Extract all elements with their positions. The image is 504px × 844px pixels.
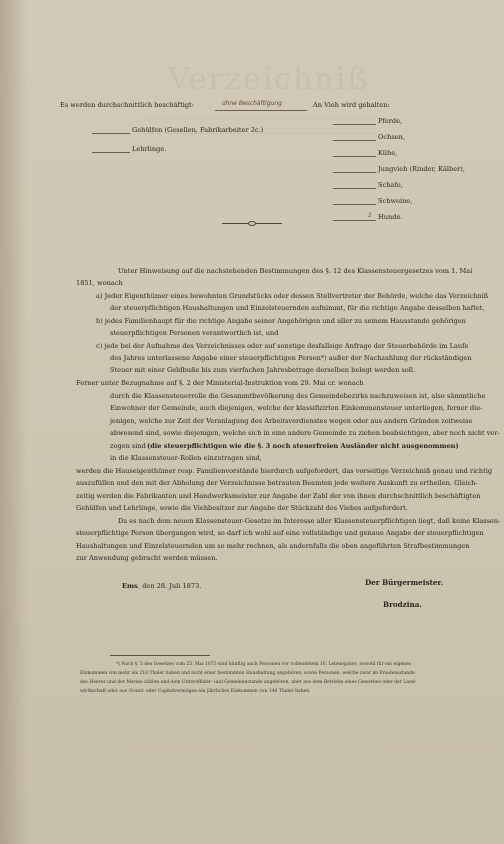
body-line: zur Anwendung gebracht werden müssen. [76, 554, 218, 562]
handwritten-entry: ohne Beschäftigung [222, 100, 282, 107]
livestock-blank-line [333, 204, 376, 205]
livestock-label: Schafe, [378, 181, 403, 189]
closing-date: , den 28. Juli 1873. [138, 582, 202, 590]
body-line: Steuer mit einer Geldbuße bis zum vierfachen Jahresbetrage derselben belegt werden soll. [110, 366, 416, 374]
livestock-blank-line [333, 172, 376, 173]
staff-blank-line [92, 152, 130, 153]
body-line: des Jahres unterlassene Angabe einer steuerpflichtigen Person*) außer der Nachzahlung der rückständigen [110, 354, 472, 362]
footnote-line: *) Nach §. 5 des Gesetzes vom 25. Mai 1873 sind künftig auch Personen vor vollendetem 16. Lebensjahre, sowohl für ein eigenes [116, 662, 411, 667]
body-line: zogen sind [110, 442, 146, 450]
bleed-through-title: Verzeichniß [168, 62, 370, 97]
livestock-blank-line [333, 124, 376, 125]
body-line: Unter Hinweisung auf die nachstehenden Bestimmungen des §. 12 des Klassensteuergesetzes vom 1. Mai [118, 267, 473, 275]
handwritten-entry-line [215, 110, 307, 111]
livestock-label: Pferde, [378, 117, 403, 125]
body-line: werden die Hauseigenthümer resp. Familienvorstände hierdurch aufgefordert, das vorseitige Verzeichniß genau und richtig [76, 467, 493, 475]
body-line: jenigen, welche zur Zeit der Veranlagung des Arbeitsverdienstes wegen oder aus andern Gründen zeitweise [110, 417, 473, 425]
body-line: abwesend sind, sowie diejenigen, welche sich in eine andere Gemeinde zu ziehen beabsichtigen, aber noch nicht ver- [110, 429, 500, 437]
body-line-emphasis: (die steuerpflichtigen wie die §. 3 noch steuerfreien Ausländer nicht ausgenommen) [147, 442, 459, 450]
body-line: steuerpflichtige Person übergangen wird, so darf ich wohl auf eine vollständige und genaue Angabe der steuerpflichtigen [76, 529, 484, 537]
body-line: steuerpflichtigen Personen verantwortlich ist, und [110, 329, 279, 337]
closing-place: Ems [122, 582, 138, 590]
cattle-heading: An Vieh wird gehalten: [313, 101, 390, 109]
body-line: Ferner unter Bezugnahme auf §. 2 der Ministerial-Instruktion vom 29. Mai cr. wonach [76, 379, 364, 387]
body-line: der steuerpflichtigen Haushaltungen und Einzelsteuernden aufnimmt, für die richtige Angabe desselben haftet, [110, 304, 485, 312]
body-line: zeitig werden die Fabrikanten und Handwerksmeister zur Angabe der Zahl der von ihnen durchschnittlich beschäftigten [76, 492, 481, 500]
body-line: Einwohner der Gemeinde, auch diejenigen, welche der klassifizirten Einkommensteuer unterliegen, ferner die- [110, 404, 483, 412]
staff-label-helpers: Gehülfen (Gesellen, Fabrikarbeiter 2c.) [132, 126, 264, 134]
body-line: in die Klassensteuer-Rollen einzutragen sind, [110, 454, 262, 462]
livestock-label: Jungvieh (Rinder, Kälber), [378, 165, 465, 173]
livestock-blank-line [333, 220, 376, 221]
closing-signature: Brodzina. [383, 600, 422, 609]
livestock-label: Hunde. [378, 213, 403, 221]
ornamental-divider [222, 221, 282, 226]
body-line: 1851, wonach [76, 279, 123, 287]
livestock-label: Ochsen, [378, 133, 405, 141]
livestock-blank-line [333, 156, 376, 157]
footnote-line: des Heeres und der Marine zählen und dem Unteroffizier- und Gemeinenstande angehören, aber aus dem Betriebe eines Gewerbes oder der Land- [80, 680, 417, 685]
closing-office: Der Bürgermeister. [365, 578, 444, 587]
body-line: a) Jeder Eigenthümer eines bewohnten Grundstücks oder dessen Stellvertreter der Behörde, welche das Verzeichniß [96, 292, 489, 300]
staff-intro: Es werden durchschnittlich beschäftigt: [60, 101, 194, 109]
staff-label-apprentices: Lehrlinge. [132, 145, 167, 153]
staff-blank-line [92, 133, 130, 134]
body-line: durch die Klassensteuerrolle die Gesammtbevölkerung des Gemeindebezirks nachzuweisen ist, also sämmtliche [110, 392, 486, 400]
binding-stain [0, 0, 28, 844]
livestock-label: Kühe, [378, 149, 398, 157]
body-line: Da es nach dem neuen Klassensteuer-Gesetze im Interesse aller Klassensteuerpflichtigen liegt, daß keine Klassen- [118, 517, 501, 525]
footnote-line: wirthschaft oder aus Grund- oder Capitalvermögen ein jährliches Einkommen von 140 Thaler haben. [80, 689, 311, 694]
body-line: b) jedes Familienhaupt für die richtige Angabe seiner Angehörigen und aller zu seinem Hausstande gehörigen [96, 317, 466, 325]
body-line: c) jede bei der Aufnahme des Verzeichnisses oder auf sonstige desfallsige Anfrage der Steuerbehörde im Laufe [96, 342, 469, 350]
body-line: Haushaltungen und Einzelsteuernden um so mehr rechnen, als andernfalls die oben angeführten Strafbestimmungen [76, 542, 470, 550]
livestock-label: Schweine, [378, 197, 413, 205]
footnote-rule [110, 655, 210, 656]
footnote-line: Einkommen von mehr als 210 Thaler haben und nicht einer bestimmten Haushaltung angehören, sowie Personen, welche zwar im Friedensstande [80, 671, 415, 676]
livestock-blank-line [333, 188, 376, 189]
livestock-blank-line [333, 140, 376, 141]
livestock-dog-entry: 1 [368, 212, 372, 219]
body-line: Gehülfen und Lehrlinge, sowie die Viehbesitzer zur Angabe der Stückzahl des Viehes aufgefordert. [76, 504, 408, 512]
body-line: auszufüllen und den mit der Abholung der Verzeichnisse betrauten Beamten jede weitere Auskunft zu ertheilen. Gleich- [76, 479, 478, 487]
